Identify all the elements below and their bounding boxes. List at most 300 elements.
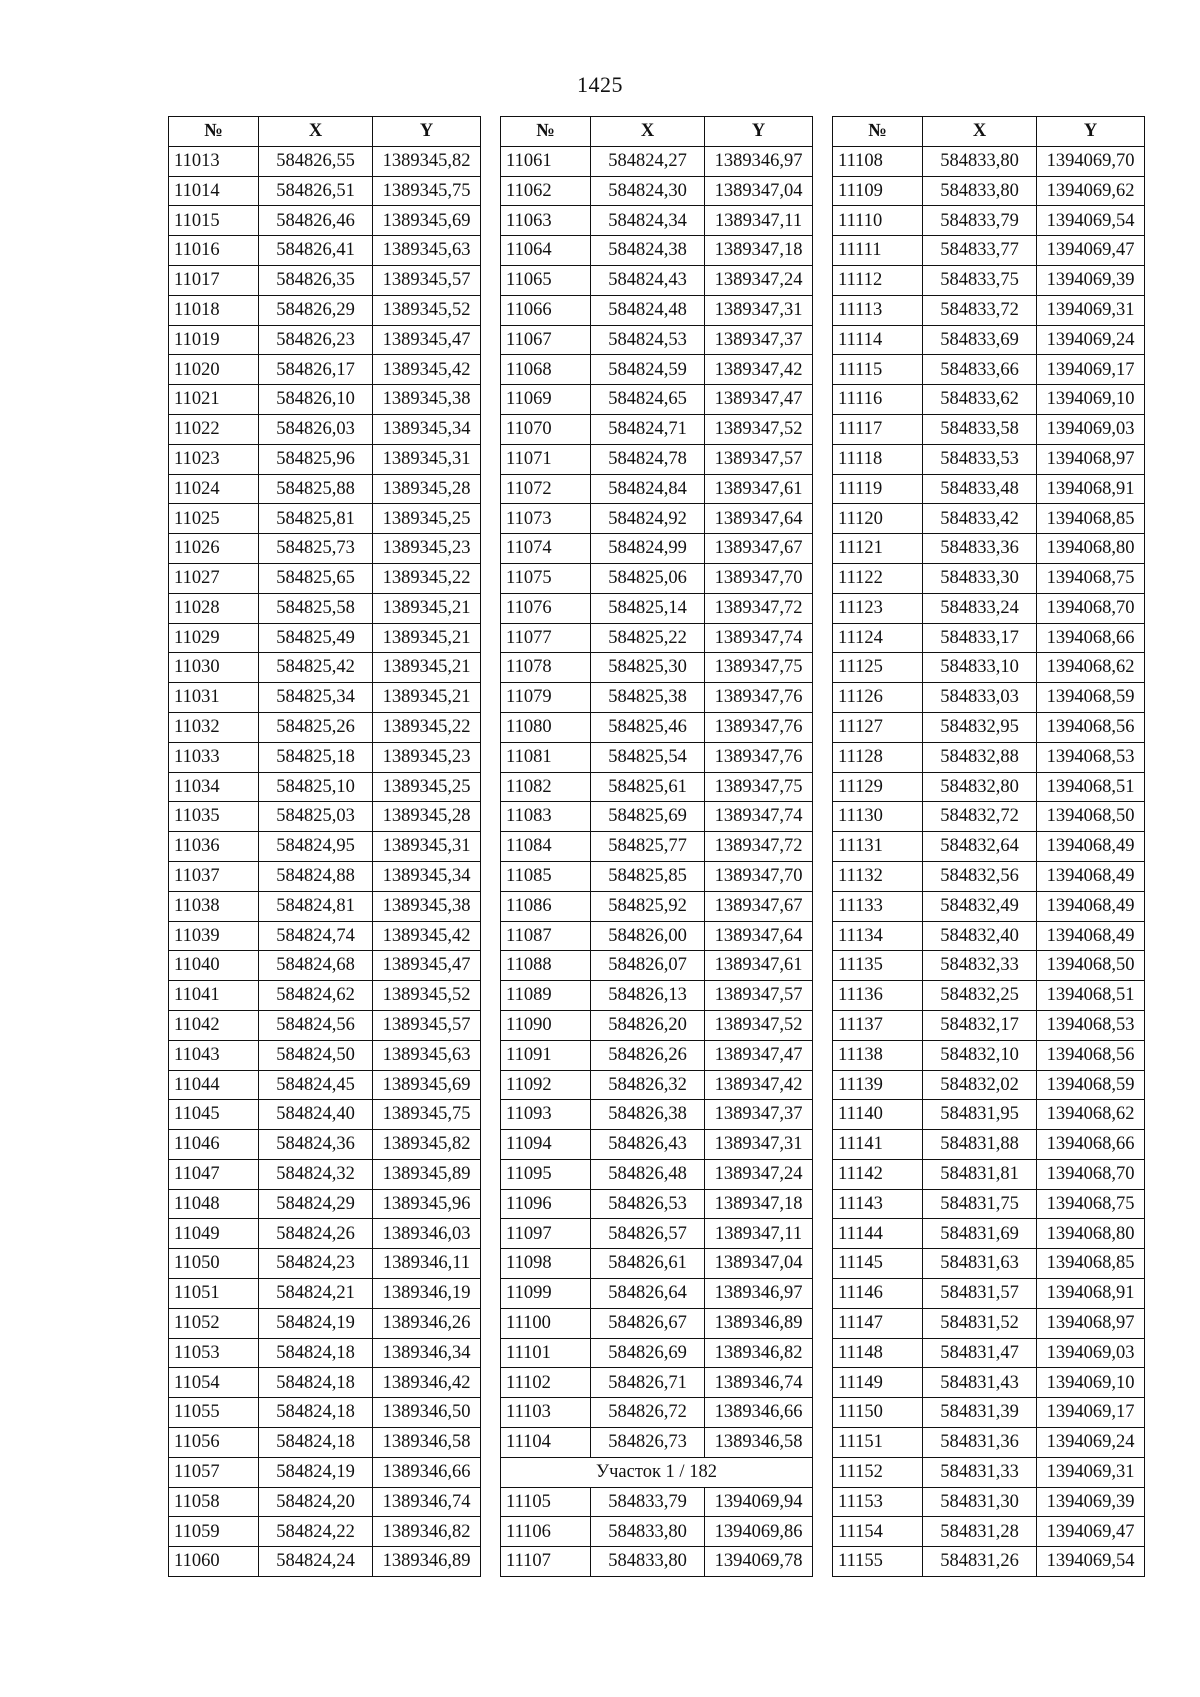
- x-coordinate-cell: 584832,33: [923, 951, 1037, 981]
- point-number-cell: 11045: [169, 1100, 259, 1130]
- y-coordinate-cell: 1394068,91: [1037, 474, 1145, 504]
- x-coordinate-cell: 584825,81: [259, 504, 373, 534]
- table-row: [501, 355, 813, 385]
- table-row: [169, 534, 481, 564]
- x-coordinate-cell: 584826,69: [591, 1338, 705, 1368]
- table-row: [169, 265, 481, 295]
- x-coordinate-cell: 584832,17: [923, 1010, 1037, 1040]
- point-number-cell: 11155: [833, 1547, 923, 1577]
- y-coordinate-cell: 1389347,31: [705, 1130, 813, 1160]
- x-coordinate-cell: 584833,77: [923, 236, 1037, 266]
- y-coordinate-cell: 1394068,62: [1037, 653, 1145, 683]
- y-coordinate-cell: 1389347,72: [705, 593, 813, 623]
- point-number-cell: 11128: [833, 742, 923, 772]
- x-coordinate-cell: 584824,34: [591, 206, 705, 236]
- y-coordinate-cell: 1394069,86: [705, 1517, 813, 1547]
- x-coordinate-cell: 584824,78: [591, 444, 705, 474]
- table-row: [833, 1189, 1145, 1219]
- x-coordinate-cell: 584824,62: [259, 981, 373, 1011]
- point-number-cell: 11029: [169, 623, 259, 653]
- point-number-cell: 11048: [169, 1189, 259, 1219]
- x-coordinate-cell: 584831,95: [923, 1100, 1037, 1130]
- x-coordinate-cell: 584824,21: [259, 1279, 373, 1309]
- y-coordinate-cell: 1394068,62: [1037, 1100, 1145, 1130]
- x-coordinate-cell: 584826,48: [591, 1159, 705, 1189]
- table-row: [169, 1249, 481, 1279]
- x-coordinate-cell: 584833,66: [923, 355, 1037, 385]
- x-coordinate-cell: 584832,49: [923, 891, 1037, 921]
- x-coordinate-cell: 584825,46: [591, 712, 705, 742]
- x-coordinate-cell: 584825,22: [591, 623, 705, 653]
- point-number-cell: 11149: [833, 1368, 923, 1398]
- page-number: 1425: [577, 72, 623, 97]
- table-row: [501, 1010, 813, 1040]
- table-row: [833, 1457, 1145, 1487]
- point-number-cell: 11071: [501, 444, 591, 474]
- y-coordinate-cell: 1394068,91: [1037, 1279, 1145, 1309]
- x-coordinate-cell: 584824,27: [591, 146, 705, 176]
- table-row: [833, 1368, 1145, 1398]
- point-number-cell: 11028: [169, 593, 259, 623]
- x-coordinate-cell: 584832,80: [923, 772, 1037, 802]
- x-coordinate-cell: 584833,80: [923, 176, 1037, 206]
- table-row: [501, 534, 813, 564]
- x-coordinate-cell: 584826,32: [591, 1070, 705, 1100]
- point-number-cell: 11064: [501, 236, 591, 266]
- y-coordinate-cell: 1394069,24: [1037, 325, 1145, 355]
- x-coordinate-cell: 584826,29: [259, 295, 373, 325]
- point-number-cell: 11062: [501, 176, 591, 206]
- y-coordinate-cell: 1389345,22: [373, 712, 481, 742]
- y-coordinate-cell: 1389345,34: [373, 861, 481, 891]
- x-coordinate-cell: 584826,73: [591, 1428, 705, 1458]
- point-number-cell: 11019: [169, 325, 259, 355]
- y-coordinate-cell: 1394069,39: [1037, 1487, 1145, 1517]
- y-coordinate-cell: 1389345,47: [373, 951, 481, 981]
- point-number-cell: 11144: [833, 1219, 923, 1249]
- x-coordinate-cell: 584824,36: [259, 1130, 373, 1160]
- x-coordinate-cell: 584833,03: [923, 683, 1037, 713]
- y-coordinate-cell: 1389347,04: [705, 1249, 813, 1279]
- point-number-cell: 11119: [833, 474, 923, 504]
- x-coordinate-cell: 584826,55: [259, 146, 373, 176]
- table-row: [833, 1547, 1145, 1577]
- y-coordinate-cell: 1389346,26: [373, 1308, 481, 1338]
- header-number: №: [833, 117, 923, 147]
- y-coordinate-cell: 1389346,97: [705, 1279, 813, 1309]
- table-row: [501, 265, 813, 295]
- y-coordinate-cell: 1389345,21: [373, 683, 481, 713]
- y-coordinate-cell: 1389345,34: [373, 414, 481, 444]
- point-number-cell: 11026: [169, 534, 259, 564]
- table-row: [833, 921, 1145, 951]
- point-number-cell: 11152: [833, 1457, 923, 1487]
- point-number-cell: 11033: [169, 742, 259, 772]
- y-coordinate-cell: 1394069,62: [1037, 176, 1145, 206]
- y-coordinate-cell: 1389347,76: [705, 683, 813, 713]
- y-coordinate-cell: 1394069,31: [1037, 295, 1145, 325]
- x-coordinate-cell: 584831,75: [923, 1189, 1037, 1219]
- x-coordinate-cell: 584825,77: [591, 832, 705, 862]
- point-number-cell: 11146: [833, 1279, 923, 1309]
- point-number-cell: 11131: [833, 832, 923, 862]
- point-number-cell: 11027: [169, 563, 259, 593]
- y-coordinate-cell: 1389347,52: [705, 414, 813, 444]
- point-number-cell: 11021: [169, 385, 259, 415]
- y-coordinate-cell: 1389347,67: [705, 891, 813, 921]
- x-coordinate-cell: 584833,53: [923, 444, 1037, 474]
- y-coordinate-cell: 1389347,47: [705, 385, 813, 415]
- point-number-cell: 11058: [169, 1487, 259, 1517]
- point-number-cell: 11090: [501, 1010, 591, 1040]
- y-coordinate-cell: 1389346,50: [373, 1398, 481, 1428]
- table-row: [169, 1487, 481, 1517]
- y-coordinate-cell: 1389345,47: [373, 325, 481, 355]
- table-row: [501, 1130, 813, 1160]
- point-number-cell: 11110: [833, 206, 923, 236]
- point-number-cell: 11030: [169, 653, 259, 683]
- x-coordinate-cell: 584824,48: [591, 295, 705, 325]
- table-row: [501, 1308, 813, 1338]
- x-coordinate-cell: 584833,30: [923, 563, 1037, 593]
- y-coordinate-cell: 1394069,78: [705, 1547, 813, 1577]
- y-coordinate-cell: 1389345,21: [373, 623, 481, 653]
- x-coordinate-cell: 584832,25: [923, 981, 1037, 1011]
- y-coordinate-cell: 1389345,23: [373, 534, 481, 564]
- y-coordinate-cell: 1394068,70: [1037, 1159, 1145, 1189]
- point-number-cell: 11097: [501, 1219, 591, 1249]
- y-coordinate-cell: 1389346,11: [373, 1249, 481, 1279]
- x-coordinate-cell: 584825,03: [259, 802, 373, 832]
- point-number-cell: 11112: [833, 265, 923, 295]
- x-coordinate-cell: 584824,18: [259, 1398, 373, 1428]
- y-coordinate-cell: 1389347,70: [705, 861, 813, 891]
- table-row: [169, 1547, 481, 1577]
- x-coordinate-cell: 584832,64: [923, 832, 1037, 862]
- y-coordinate-cell: 1394068,50: [1037, 951, 1145, 981]
- x-coordinate-cell: 584824,18: [259, 1338, 373, 1368]
- y-coordinate-cell: 1389345,28: [373, 474, 481, 504]
- table-row: [501, 921, 813, 951]
- table-row: [833, 146, 1145, 176]
- x-coordinate-cell: 584824,53: [591, 325, 705, 355]
- point-number-cell: 11142: [833, 1159, 923, 1189]
- x-coordinate-cell: 584833,75: [923, 265, 1037, 295]
- header-y: Y: [373, 117, 481, 147]
- table-row: [833, 1219, 1145, 1249]
- table-row: [833, 1487, 1145, 1517]
- point-number-cell: 11143: [833, 1189, 923, 1219]
- x-coordinate-cell: 584825,14: [591, 593, 705, 623]
- point-number-cell: 11088: [501, 951, 591, 981]
- table-row: [833, 1159, 1145, 1189]
- x-coordinate-cell: 584825,92: [591, 891, 705, 921]
- x-coordinate-cell: 584824,23: [259, 1249, 373, 1279]
- table-row: [833, 1428, 1145, 1458]
- table-row: [501, 891, 813, 921]
- table-row: [169, 325, 481, 355]
- point-number-cell: 11042: [169, 1010, 259, 1040]
- y-coordinate-cell: 1389347,04: [705, 176, 813, 206]
- y-coordinate-cell: 1389346,66: [705, 1398, 813, 1428]
- point-number-cell: 11035: [169, 802, 259, 832]
- point-number-cell: 11082: [501, 772, 591, 802]
- x-coordinate-cell: 584824,81: [259, 891, 373, 921]
- table-row: [169, 1517, 481, 1547]
- point-number-cell: 11036: [169, 832, 259, 862]
- point-number-cell: 11108: [833, 146, 923, 176]
- table-row: [501, 623, 813, 653]
- x-coordinate-cell: 584826,35: [259, 265, 373, 295]
- point-number-cell: 11092: [501, 1070, 591, 1100]
- y-coordinate-cell: 1389347,42: [705, 355, 813, 385]
- point-number-cell: 11101: [501, 1338, 591, 1368]
- point-number-cell: 11138: [833, 1040, 923, 1070]
- y-coordinate-cell: 1389345,25: [373, 772, 481, 802]
- x-coordinate-cell: 584831,28: [923, 1517, 1037, 1547]
- x-coordinate-cell: 584824,92: [591, 504, 705, 534]
- point-number-cell: 11151: [833, 1428, 923, 1458]
- table-row: [169, 1189, 481, 1219]
- x-coordinate-cell: 584831,81: [923, 1159, 1037, 1189]
- table-row: [169, 474, 481, 504]
- table-row: [833, 1010, 1145, 1040]
- point-number-cell: 11016: [169, 236, 259, 266]
- table-row: [501, 1219, 813, 1249]
- table-row: [169, 653, 481, 683]
- x-coordinate-cell: 584831,39: [923, 1398, 1037, 1428]
- y-coordinate-cell: 1389347,18: [705, 1189, 813, 1219]
- point-number-cell: 11069: [501, 385, 591, 415]
- point-number-cell: 11133: [833, 891, 923, 921]
- y-coordinate-cell: 1389347,72: [705, 832, 813, 862]
- point-number-cell: 11059: [169, 1517, 259, 1547]
- point-number-cell: 11102: [501, 1368, 591, 1398]
- table-row: [169, 444, 481, 474]
- y-coordinate-cell: 1389346,82: [705, 1338, 813, 1368]
- table-row: [501, 1487, 813, 1517]
- point-number-cell: 11139: [833, 1070, 923, 1100]
- point-number-cell: 11118: [833, 444, 923, 474]
- point-number-cell: 11014: [169, 176, 259, 206]
- x-coordinate-cell: 584831,33: [923, 1457, 1037, 1487]
- point-number-cell: 11100: [501, 1308, 591, 1338]
- x-coordinate-cell: 584833,79: [923, 206, 1037, 236]
- table-row: [169, 236, 481, 266]
- x-coordinate-cell: 584824,65: [591, 385, 705, 415]
- x-coordinate-cell: 584825,34: [259, 683, 373, 713]
- y-coordinate-cell: 1394069,54: [1037, 206, 1145, 236]
- header-number: №: [501, 117, 591, 147]
- y-coordinate-cell: 1389345,31: [373, 832, 481, 862]
- table-row: [169, 355, 481, 385]
- table-row: [501, 563, 813, 593]
- point-number-cell: 11111: [833, 236, 923, 266]
- table-row: [169, 1308, 481, 1338]
- table-row: [501, 981, 813, 1011]
- table-row: [833, 683, 1145, 713]
- table-row: [169, 1070, 481, 1100]
- point-number-cell: 11126: [833, 683, 923, 713]
- point-number-cell: 11067: [501, 325, 591, 355]
- y-coordinate-cell: 1389346,66: [373, 1457, 481, 1487]
- y-coordinate-cell: 1389346,74: [373, 1487, 481, 1517]
- point-number-cell: 11034: [169, 772, 259, 802]
- x-coordinate-cell: 584826,17: [259, 355, 373, 385]
- y-coordinate-cell: 1394069,03: [1037, 414, 1145, 444]
- point-number-cell: 11096: [501, 1189, 591, 1219]
- point-number-cell: 11129: [833, 772, 923, 802]
- y-coordinate-cell: 1389347,75: [705, 653, 813, 683]
- y-coordinate-cell: 1394068,49: [1037, 891, 1145, 921]
- point-number-cell: 11077: [501, 623, 591, 653]
- point-number-cell: 11080: [501, 712, 591, 742]
- table-row: [501, 593, 813, 623]
- point-number-cell: 11130: [833, 802, 923, 832]
- point-number-cell: 11046: [169, 1130, 259, 1160]
- x-coordinate-cell: 584825,69: [591, 802, 705, 832]
- point-number-cell: 11132: [833, 861, 923, 891]
- header-row: [501, 117, 813, 147]
- point-number-cell: 11127: [833, 712, 923, 742]
- y-coordinate-cell: 1389347,11: [705, 1219, 813, 1249]
- table-row: [169, 712, 481, 742]
- y-coordinate-cell: 1394068,85: [1037, 504, 1145, 534]
- y-coordinate-cell: 1394068,70: [1037, 593, 1145, 623]
- point-number-cell: 11057: [169, 1457, 259, 1487]
- x-coordinate-cell: 584824,74: [259, 921, 373, 951]
- y-coordinate-cell: 1389345,22: [373, 563, 481, 593]
- table-row: [169, 206, 481, 236]
- x-coordinate-cell: 584832,10: [923, 1040, 1037, 1070]
- y-coordinate-cell: 1389345,75: [373, 1100, 481, 1130]
- point-number-cell: 11054: [169, 1368, 259, 1398]
- point-number-cell: 11089: [501, 981, 591, 1011]
- x-coordinate-cell: 584826,10: [259, 385, 373, 415]
- table-row: [169, 772, 481, 802]
- x-coordinate-cell: 584831,36: [923, 1428, 1037, 1458]
- x-coordinate-cell: 584831,57: [923, 1279, 1037, 1309]
- x-coordinate-cell: 584832,40: [923, 921, 1037, 951]
- y-coordinate-cell: 1389345,38: [373, 385, 481, 415]
- table-row: [833, 712, 1145, 742]
- x-coordinate-cell: 584832,56: [923, 861, 1037, 891]
- x-coordinate-cell: 584826,61: [591, 1249, 705, 1279]
- x-coordinate-cell: 584825,65: [259, 563, 373, 593]
- x-coordinate-cell: 584826,20: [591, 1010, 705, 1040]
- table-row: [833, 325, 1145, 355]
- x-coordinate-cell: 584826,13: [591, 981, 705, 1011]
- x-coordinate-cell: 584825,85: [591, 861, 705, 891]
- x-coordinate-cell: 584833,79: [591, 1487, 705, 1517]
- point-number-cell: 11053: [169, 1338, 259, 1368]
- x-coordinate-cell: 584833,42: [923, 504, 1037, 534]
- x-coordinate-cell: 584833,72: [923, 295, 1037, 325]
- x-coordinate-cell: 584833,80: [923, 146, 1037, 176]
- y-coordinate-cell: 1394068,66: [1037, 623, 1145, 653]
- table-row: [501, 1547, 813, 1577]
- table-row: [501, 1159, 813, 1189]
- table-row: [833, 414, 1145, 444]
- point-number-cell: 11084: [501, 832, 591, 862]
- table-row: [169, 146, 481, 176]
- y-coordinate-cell: 1389346,58: [373, 1428, 481, 1458]
- y-coordinate-cell: 1389347,24: [705, 1159, 813, 1189]
- y-coordinate-cell: 1394068,97: [1037, 1308, 1145, 1338]
- x-coordinate-cell: 584826,43: [591, 1130, 705, 1160]
- header-x: X: [259, 117, 373, 147]
- x-coordinate-cell: 584831,88: [923, 1130, 1037, 1160]
- table-row: [833, 1338, 1145, 1368]
- table-row: [501, 951, 813, 981]
- y-coordinate-cell: 1389347,61: [705, 474, 813, 504]
- point-number-cell: 11125: [833, 653, 923, 683]
- point-number-cell: 11137: [833, 1010, 923, 1040]
- y-coordinate-cell: 1394068,50: [1037, 802, 1145, 832]
- y-coordinate-cell: 1389346,03: [373, 1219, 481, 1249]
- point-number-cell: 11055: [169, 1398, 259, 1428]
- table-row: [501, 146, 813, 176]
- x-coordinate-cell: 584826,57: [591, 1219, 705, 1249]
- y-coordinate-cell: 1394068,51: [1037, 981, 1145, 1011]
- point-number-cell: 11145: [833, 1249, 923, 1279]
- y-coordinate-cell: 1389345,42: [373, 355, 481, 385]
- x-coordinate-cell: 584825,18: [259, 742, 373, 772]
- point-number-cell: 11154: [833, 1517, 923, 1547]
- table-row: [833, 653, 1145, 683]
- header-x: X: [591, 117, 705, 147]
- table-row: [169, 1398, 481, 1428]
- y-coordinate-cell: 1389345,52: [373, 295, 481, 325]
- x-coordinate-cell: 584831,47: [923, 1338, 1037, 1368]
- table-row: [833, 832, 1145, 862]
- y-coordinate-cell: 1394069,39: [1037, 265, 1145, 295]
- point-number-cell: 11022: [169, 414, 259, 444]
- x-coordinate-cell: 584825,38: [591, 683, 705, 713]
- y-coordinate-cell: 1389345,42: [373, 921, 481, 951]
- point-number-cell: 11121: [833, 534, 923, 564]
- table-row: [501, 653, 813, 683]
- table-row: [501, 742, 813, 772]
- point-number-cell: 11140: [833, 1100, 923, 1130]
- x-coordinate-cell: 584824,50: [259, 1040, 373, 1070]
- y-coordinate-cell: 1394069,94: [705, 1487, 813, 1517]
- x-coordinate-cell: 584824,45: [259, 1070, 373, 1100]
- table-row: [501, 1338, 813, 1368]
- point-number-cell: 11148: [833, 1338, 923, 1368]
- table-row: [833, 951, 1145, 981]
- x-coordinate-cell: 584832,95: [923, 712, 1037, 742]
- x-coordinate-cell: 584831,43: [923, 1368, 1037, 1398]
- table-row: [169, 1428, 481, 1458]
- table-row: [169, 623, 481, 653]
- y-coordinate-cell: 1389345,38: [373, 891, 481, 921]
- table-row: [833, 563, 1145, 593]
- y-coordinate-cell: 1389347,76: [705, 742, 813, 772]
- point-number-cell: 11024: [169, 474, 259, 504]
- x-coordinate-cell: 584826,53: [591, 1189, 705, 1219]
- y-coordinate-cell: 1389345,57: [373, 1010, 481, 1040]
- y-coordinate-cell: 1394068,75: [1037, 563, 1145, 593]
- header-number: №: [169, 117, 259, 147]
- point-number-cell: 11073: [501, 504, 591, 534]
- y-coordinate-cell: 1389346,19: [373, 1279, 481, 1309]
- y-coordinate-cell: 1394069,17: [1037, 355, 1145, 385]
- x-coordinate-cell: 584825,49: [259, 623, 373, 653]
- point-number-cell: 11120: [833, 504, 923, 534]
- y-coordinate-cell: 1394068,53: [1037, 742, 1145, 772]
- point-number-cell: 11134: [833, 921, 923, 951]
